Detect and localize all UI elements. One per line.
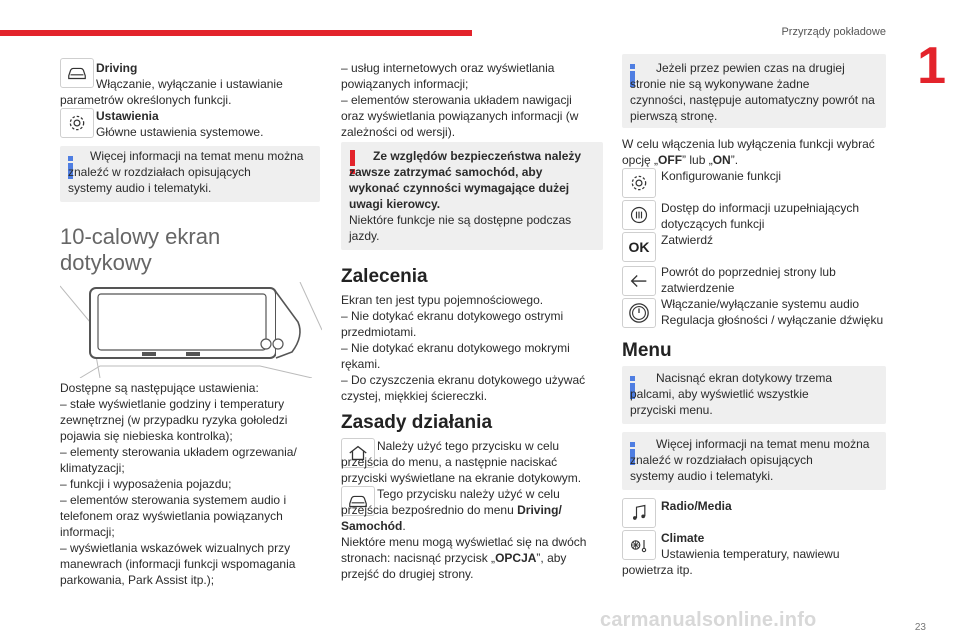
- back-text: Powrót do poprzedniej strony lub zatwierdzenie: [661, 265, 836, 295]
- info-menu-text: Nacisnąć ekran dotykowy trzema palcami, aby wyświetlić wszystkie przyciski menu.: [630, 371, 833, 417]
- options-text: Niektóre menu mogą wyświetlać się na dwóch stronach: nacisnąć przycisk „OPCJA”, aby przejść do drugiej strony.: [341, 535, 587, 581]
- music-note-icon: [622, 498, 656, 528]
- section-title-recommendations: Zalecenia: [341, 266, 428, 287]
- driving-text: Włączanie, wyłączanie i ustawianie parametrów określonych funkcji.: [60, 77, 283, 107]
- info-more-text: Więcej informacji na temat menu można znaleźć w rozdziałach opisujących systemy audio i telematyki.: [630, 437, 870, 483]
- ok-icon: OK: [622, 232, 656, 262]
- car-button-text: Tego przycisku należy użyć w celu przejścia bezpośrednio do menu Driving/: [341, 487, 562, 517]
- header-title: Przyrządy pokładowe: [781, 26, 886, 38]
- section-title-principles: Zasady działania: [341, 412, 493, 433]
- gear-icon: [622, 168, 656, 198]
- back-arrow-icon: [622, 266, 656, 296]
- more-info-icon: [622, 200, 656, 230]
- settings-text: Główne ustawienia systemowe.: [96, 125, 264, 139]
- info-text: Więcej informacji na temat menu można znaleźć w rozdziałach opisujących systemy audio i telematyki.: [68, 149, 304, 195]
- info-box-menu: [60, 146, 320, 202]
- power-icon: [622, 298, 656, 328]
- car-button-text-end: Samochód.: [341, 519, 406, 533]
- warning-bold-text: Ze względów bezpieczeństwa należy zawsze zatrzymać samochód, aby wykonać czynności wymagające dużej uwagi kierowcy.: [349, 149, 582, 211]
- power-text: Włączanie/wyłączanie systemu audio Regulacja głośności / wyłączanie dźwięku: [661, 297, 884, 327]
- available-settings-text: Dostępne są następujące ustawienia: – stałe wyświetlanie godziny i temperatury zewnętrznej (w przypadku ryzyka gołoledzi pojawia się niebieska kontrolka); – elementy sterowania układem ogrzewania/ klimatyzacji; – funkcji i wyposażenia pojazdu; – elementów sterowania systemem audio i telefonem oraz wyświetlania powiązanych informacji; – wyświetlania wskazówek wizualnych przy manewrach (informacji funkcji wspomagania parkowania, Park Assist itp.);: [60, 381, 297, 587]
- section-title-touchscreen: 10-calowy ekran dotykowy: [60, 224, 221, 275]
- info-box-menu-more: [622, 432, 886, 490]
- header-accent-bar: [0, 30, 472, 36]
- driving-title: Driving: [96, 61, 138, 75]
- warning-text: Niektóre funkcje nie są dostępne podczas jazdy.: [349, 213, 572, 243]
- section-title-menu: Menu: [622, 340, 672, 361]
- climate-text: Ustawienia temperatury, nawiewu powietrza itp.: [622, 547, 840, 577]
- home-button-text: Należy użyć tego przycisku w celu przejścia do menu, a następnie naciskać przyciski wyświetlane na ekranie dotykowym.: [341, 439, 582, 485]
- touchscreen-illustration: [60, 282, 322, 378]
- info-box-return: [622, 54, 886, 128]
- settings-title: Ustawienia: [96, 109, 159, 123]
- gear-icon: [60, 108, 94, 138]
- toggle-text: W celu włączenia lub wyłączenia funkcji wybrać opcję „OFF” lub „ON”.: [622, 137, 875, 167]
- chapter-number: 1: [917, 37, 946, 95]
- more-info-text: Dostęp do informacji uzupełniających dotyczących funkcji: [661, 201, 860, 231]
- page-number: 23: [914, 622, 926, 633]
- configure-function-text: Konfigurowanie funkcji: [661, 169, 782, 183]
- confirm-text: Zatwierdź: [661, 233, 714, 247]
- climate-title: Climate: [661, 531, 705, 545]
- recommendations-text: Ekran ten jest typu pojemnościowego. – Nie dotykać ekranu dotykowego ostrymi przedmiotami. – Nie dotykać ekranu dotykowego mokrymi rękami. – Do czyszczenia ekranu dotykowego używać czystej, miękkiej ściereczki.: [341, 293, 586, 403]
- continued-list: – usług internetowych oraz wyświetlania powiązanych informacji; – elementów sterowania układem nawigacji oraz wyświetlania powiązanych informacji (w zależności od wersji).: [341, 61, 579, 139]
- info-box-three-fingers: [622, 366, 886, 424]
- radio-media-title: Radio/Media: [661, 499, 732, 513]
- info-return-text: Jeżeli przez pewien czas na drugiej stronie nie są wykonywane żadne czynności, następuje automatyczny powrót na pierwszą stronę.: [630, 61, 875, 123]
- warning-box: [341, 142, 603, 250]
- watermark: carmanualsonline.info: [600, 609, 817, 631]
